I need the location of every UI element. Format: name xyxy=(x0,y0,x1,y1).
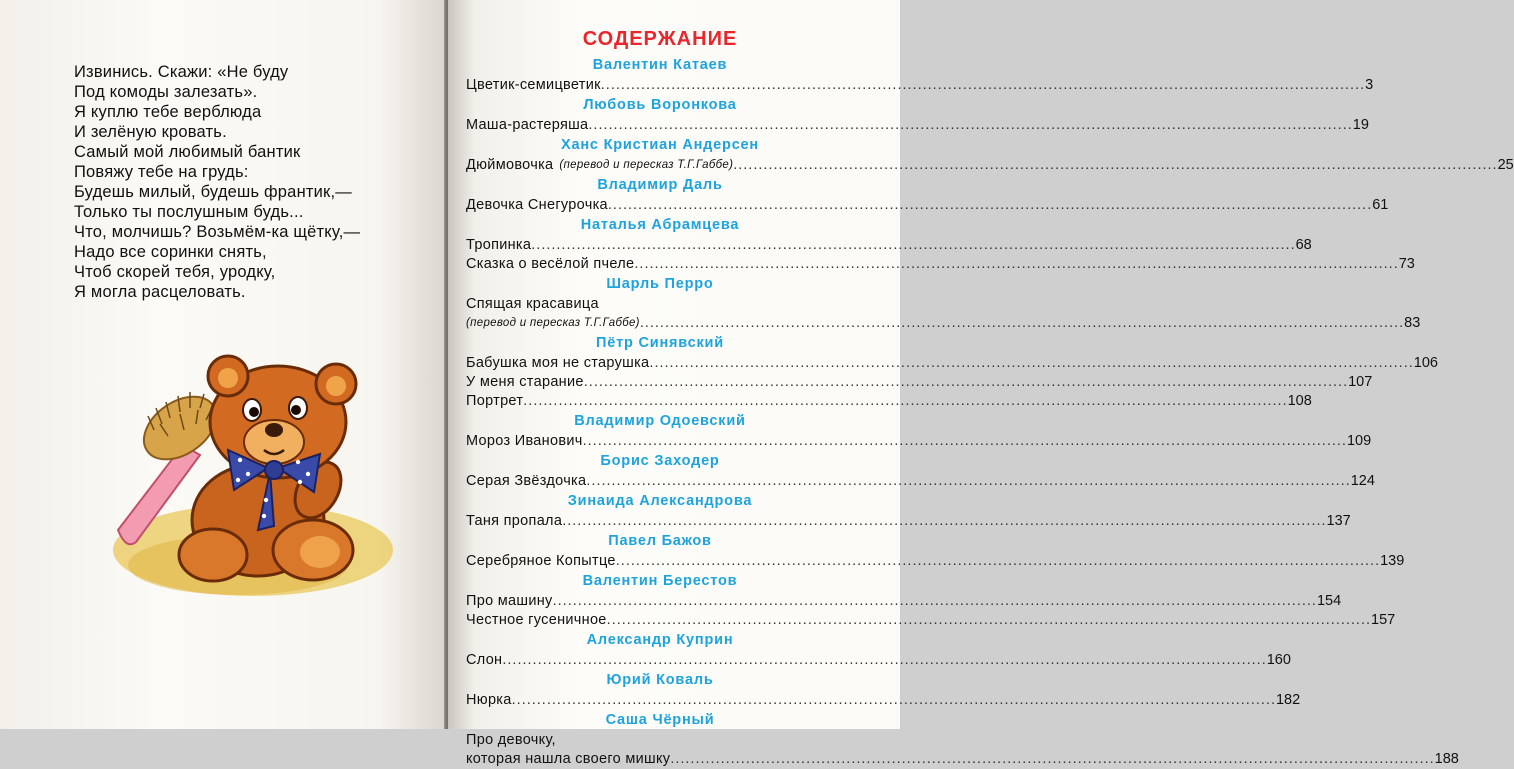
toc-entry[interactable] xyxy=(466,472,1375,491)
toc-entry[interactable] xyxy=(466,512,1351,531)
toc-author: Зинаида Александрова xyxy=(567,493,753,509)
toc-entry[interactable] xyxy=(466,750,1459,769)
toc-author: Шарль Перро xyxy=(606,276,714,292)
poem-line: И зелёную кровать. xyxy=(74,123,227,141)
toc-author: Пётр Синявский xyxy=(596,335,724,351)
poem-line: Чтоб скорей тебя, уродку, xyxy=(74,263,276,281)
toc-entry[interactable] xyxy=(466,432,1372,451)
teddy-bear-illustration xyxy=(88,350,388,600)
toc-page-number: 139 xyxy=(1380,553,1405,569)
table-of-contents xyxy=(466,26,1514,769)
toc-entry-title: Серебряное Копытце xyxy=(466,553,616,569)
toc-page-number: 83 xyxy=(1404,315,1421,331)
toc-page-number: 25 xyxy=(1497,157,1514,173)
poem-line: Самый мой любимый бантик xyxy=(74,143,301,161)
toc-page-number: 154 xyxy=(1316,593,1342,609)
toc-entry[interactable] xyxy=(466,196,1389,215)
toc-title: СОДЕРЖАНИЕ xyxy=(582,28,738,50)
toc-author: Павел Бажов xyxy=(608,533,712,549)
right-page xyxy=(448,0,1514,767)
toc-page-number: 3 xyxy=(1365,77,1374,93)
toc-page-number: 137 xyxy=(1326,513,1351,529)
poem-line: Надо все соринки снять, xyxy=(74,243,267,261)
toc-entry-title: Нюрка xyxy=(466,692,512,708)
toc-entry[interactable] xyxy=(466,611,1396,630)
toc-entry[interactable] xyxy=(466,552,1405,571)
toc-entry[interactable] xyxy=(466,691,1301,710)
toc-entry[interactable] xyxy=(466,354,1438,373)
toc-author: Ханс Кристиан Андерсен xyxy=(561,137,759,153)
toc-entry[interactable] xyxy=(466,236,1312,255)
poem-line: Извинись. Скажи: «Не буду xyxy=(74,63,289,81)
toc-entry-title: Маша-растеряша xyxy=(466,117,589,133)
toc-page-number: 188 xyxy=(1434,751,1459,767)
poem-line: Я куплю тебе верблюда xyxy=(74,103,262,121)
toc-author: Юрий Коваль xyxy=(606,672,714,688)
toc-entry-title: Про машину xyxy=(466,593,553,609)
toc-entry-title: Мороз Иванович xyxy=(466,433,583,449)
toc-entry-title: Дюймовочка xyxy=(466,157,554,173)
toc-entry[interactable] xyxy=(466,392,1312,411)
toc-author: Любовь Воронкова xyxy=(583,97,737,113)
toc-entry[interactable] xyxy=(466,255,1415,274)
toc-page-number: 61 xyxy=(1372,197,1389,213)
poem-line: Что, молчишь? Возьмём-ка щётку,— xyxy=(74,223,361,241)
toc-author: Валентин Катаев xyxy=(592,57,728,73)
toc-author: Наталья Абрамцева xyxy=(580,217,740,233)
toc-author: Борис Заходер xyxy=(600,453,720,469)
toc-entry-note: (перевод и пересказ Т.Г.Габбе) xyxy=(466,317,640,329)
toc-entry-note: (перевод и пересказ Т.Г.Габбе) xyxy=(559,159,734,171)
toc-entry-title-continued: которая нашла своего мишку xyxy=(466,751,671,767)
toc-entry-title: У меня старание xyxy=(466,374,584,390)
toc-entry-title: Серая Звёздочка xyxy=(466,473,587,489)
poem-line: Только ты послушным будь... xyxy=(74,203,304,221)
poem-line: Я могла расцеловать. xyxy=(74,283,246,301)
toc-author: Владимир Даль xyxy=(597,177,723,193)
toc-entry-title: Честное гусеничное xyxy=(466,612,607,628)
toc-entry-title: Бабушка моя не старушка xyxy=(466,355,650,371)
toc-page-number: 19 xyxy=(1352,117,1369,133)
poem-line: Повяжу тебе на грудь: xyxy=(74,163,249,181)
toc-page-number: 108 xyxy=(1287,393,1312,409)
toc-entry-title: Сказка о весёлой пчеле xyxy=(466,256,635,272)
toc-entry-title: Цветик-семицветик xyxy=(466,77,601,93)
toc-entry[interactable] xyxy=(466,76,1374,95)
toc-entry-title: Портрет xyxy=(466,393,524,409)
toc-page-number: 68 xyxy=(1295,237,1312,253)
toc-entry[interactable] xyxy=(466,651,1291,670)
toc-entry[interactable] xyxy=(466,156,1514,175)
toc-entry-title[interactable]: Про девочку, xyxy=(466,732,556,748)
toc-page-number: 106 xyxy=(1413,355,1438,371)
toc-page-number: 124 xyxy=(1350,473,1375,489)
toc-page-number: 73 xyxy=(1398,256,1415,272)
toc-entry-title: Девочка Снегурочка xyxy=(466,197,608,213)
toc-author: Владимир Одоевский xyxy=(574,413,746,429)
toc-entry-title: Слон xyxy=(466,652,503,668)
toc-entry-title: Тропинка xyxy=(466,237,532,253)
left-page xyxy=(0,0,446,729)
toc-author: Саша Чёрный xyxy=(605,712,715,728)
toc-author: Валентин Берестов xyxy=(582,573,738,589)
toc-page-number: 109 xyxy=(1346,433,1372,449)
toc-entry[interactable] xyxy=(466,314,1421,333)
toc-entry-title[interactable]: Спящая красавица xyxy=(466,296,599,312)
toc-page-number: 160 xyxy=(1266,652,1291,668)
toc-page-number: 157 xyxy=(1371,612,1396,628)
poem-line: Будешь милый, будешь франтик,— xyxy=(74,183,352,201)
toc-entry[interactable] xyxy=(466,116,1369,135)
toc-entry-title: Таня пропала xyxy=(466,513,563,529)
toc-entry[interactable] xyxy=(466,592,1342,611)
poem-line: Под комоды залезать». xyxy=(74,83,258,101)
toc-author: Александр Куприн xyxy=(586,632,734,648)
toc-entry[interactable] xyxy=(466,373,1373,392)
toc-page-number: 107 xyxy=(1348,374,1373,390)
toc-page-number: 182 xyxy=(1275,692,1301,708)
poem xyxy=(74,62,414,302)
